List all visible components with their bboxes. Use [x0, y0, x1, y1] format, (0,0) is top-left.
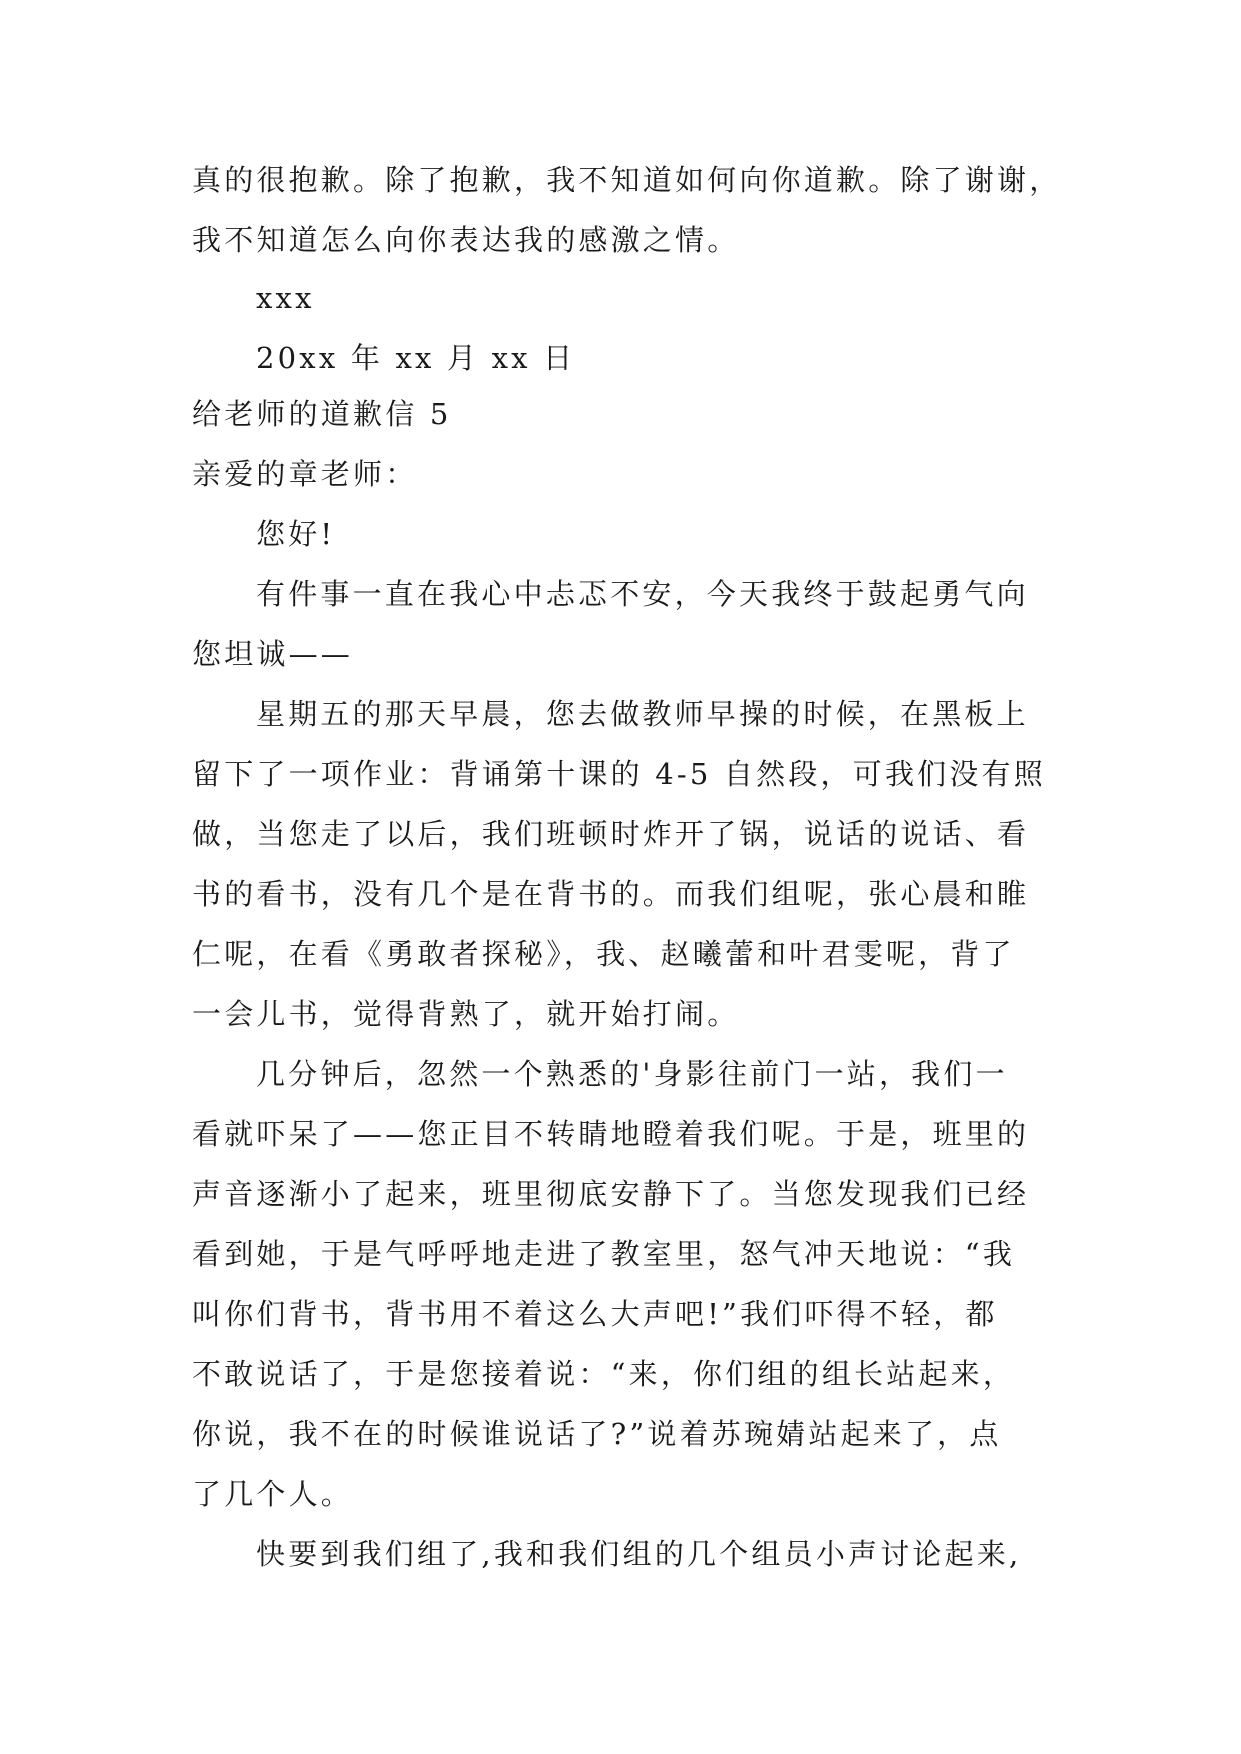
- paragraph-line: 不敢说话了，于是您接着说：“来，你们组的组长站起来，: [192, 1357, 1016, 1391]
- paragraph-line: 一会儿书，觉得背熟了，就开始打闹。: [192, 997, 740, 1031]
- paragraph-line: 声音逐渐小了起来，班里彻底安静下了。当您发现我们已经: [192, 1177, 1030, 1211]
- paragraph-line: 了几个人。: [192, 1477, 354, 1511]
- paragraph-line: 星期五的那天早晨，您去做教师早操的时候，在黑板上: [256, 697, 1029, 731]
- paragraph-4: [192, 1524, 1052, 1584]
- paragraph-line: 看就吓呆了——您正目不转睛地瞪着我们呢。于是，班里的: [192, 1117, 1030, 1151]
- document-page: [192, 150, 1062, 1584]
- paragraph-line: 您坦诚——: [192, 637, 354, 671]
- paragraph-line: 仁呢，在看《勇敢者探秘》，我、赵曦蕾和叶君雯呢，背了: [192, 937, 1015, 971]
- closing-line-1: 真的很抱歉。除了抱歉，我不知道如何向你道歉。除了谢谢，: [192, 163, 1062, 197]
- greeting: 您好!: [256, 517, 336, 551]
- signature: xxx: [256, 281, 315, 315]
- paragraph-line: 你说，我不在的时候谁说话了?”说着苏琬婧站起来了，点: [192, 1417, 1002, 1451]
- paragraph-line: 叫你们背书，背书用不着这么大声吧!”我们吓得不轻，都: [192, 1297, 998, 1331]
- paragraph-2: [192, 684, 1052, 1044]
- paragraph-3: [192, 1044, 1052, 1524]
- paragraph-1: [192, 564, 1052, 684]
- paragraph-line: 有件事一直在我心中忐忑不安，今天我终于鼓起勇气向: [256, 577, 1029, 611]
- paragraph-line: 书的看书，没有几个是在背书的。而我们组呢，张心晨和睢: [192, 877, 1030, 911]
- closing-line-2: 我不知道怎么向你表达我的感激之情。: [192, 223, 740, 257]
- paragraph-line: 快要到我们组了,我和我们组的几个组员小声讨论起来,: [256, 1537, 1022, 1571]
- paragraph-line: 几分钟后，忽然一个熟悉的'身影往前门一站，我们一: [256, 1057, 1008, 1091]
- letter-title: 给老师的道歉信 5: [192, 397, 452, 431]
- paragraph-line: 留下了一项作业：背诵第十课的 4-5 自然段，可我们没有照: [192, 757, 1046, 791]
- date: 20xx 年 xx 月 xx 日: [256, 341, 576, 375]
- paragraph-line: 看到她，于是气呼呼地走进了教室里，怒气冲天地说：“我: [192, 1237, 1016, 1271]
- salutation: 亲爱的章老师：: [192, 457, 418, 491]
- paragraph-line: 做，当您走了以后，我们班顿时炸开了锅，说话的说话、看: [192, 817, 1030, 851]
